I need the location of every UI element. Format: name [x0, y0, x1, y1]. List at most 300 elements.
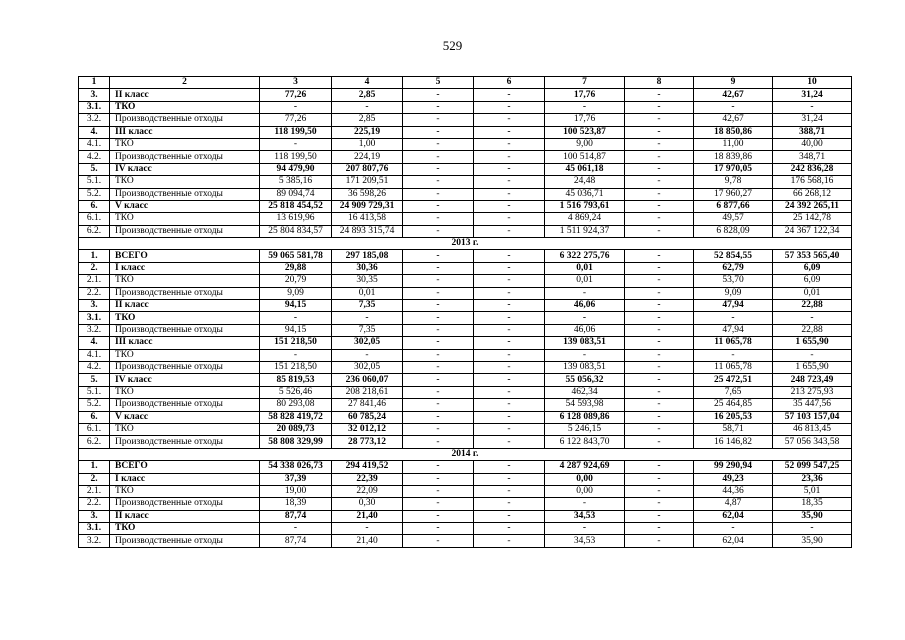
table-row — [79, 287, 852, 299]
value-cell: - — [625, 138, 694, 150]
header-cell: 8 — [625, 77, 694, 89]
value-cell: 2,85 — [332, 89, 403, 101]
value-cell: 242 836,28 — [773, 163, 852, 175]
value-cell: - — [474, 188, 545, 200]
value-cell: - — [474, 312, 545, 324]
table-row — [79, 213, 852, 225]
value-cell: 100 523,87 — [545, 126, 625, 138]
row-number-cell: 3. — [79, 89, 110, 101]
value-cell: 24,48 — [545, 176, 625, 188]
row-number-cell: 2. — [79, 262, 110, 274]
value-cell: - — [474, 114, 545, 126]
value-cell: 4,87 — [694, 498, 773, 510]
table-row — [79, 200, 852, 212]
value-cell: 151 218,50 — [260, 361, 332, 373]
value-cell: - — [694, 101, 773, 113]
value-cell: - — [403, 361, 474, 373]
row-number-cell: 5.1. — [79, 176, 110, 188]
table-row — [79, 114, 852, 126]
value-cell: - — [403, 114, 474, 126]
value-cell: 94,15 — [260, 300, 332, 312]
value-cell: - — [403, 461, 474, 473]
value-cell: 9,09 — [260, 287, 332, 299]
value-cell: - — [625, 523, 694, 535]
value-cell: 302,05 — [332, 337, 403, 349]
table-row — [79, 535, 852, 547]
table-row — [79, 163, 852, 175]
value-cell: 5 246,15 — [545, 423, 625, 435]
header-cell: 2 — [110, 77, 260, 89]
value-cell: - — [474, 523, 545, 535]
value-cell: 9,00 — [545, 138, 625, 150]
row-number-cell: 3.1. — [79, 312, 110, 324]
row-number-cell: 4.1. — [79, 138, 110, 150]
table-body — [79, 77, 852, 548]
value-cell: 24 392 265,11 — [773, 200, 852, 212]
value-cell: - — [474, 138, 545, 150]
value-cell: - — [403, 386, 474, 398]
value-cell: - — [474, 300, 545, 312]
value-cell: 7,35 — [332, 300, 403, 312]
value-cell: - — [625, 200, 694, 212]
row-number-cell: 6.1. — [79, 213, 110, 225]
value-cell: 302,05 — [332, 361, 403, 373]
value-cell: - — [403, 399, 474, 411]
value-cell: - — [625, 176, 694, 188]
value-cell: - — [403, 436, 474, 448]
value-cell: 16 205,53 — [694, 411, 773, 423]
value-cell: - — [260, 523, 332, 535]
header-cell: 4 — [332, 77, 403, 89]
value-cell: - — [474, 337, 545, 349]
value-cell: 24 909 729,31 — [332, 200, 403, 212]
value-cell: - — [332, 312, 403, 324]
value-cell: - — [403, 262, 474, 274]
value-cell: - — [474, 287, 545, 299]
value-cell: 348,71 — [773, 151, 852, 163]
row-number-cell: 6.2. — [79, 225, 110, 237]
value-cell: 80 293,08 — [260, 399, 332, 411]
row-label-cell: ВСЕГО — [110, 461, 260, 473]
value-cell: - — [403, 275, 474, 287]
row-number-cell: 2.1. — [79, 485, 110, 497]
value-cell: 11,00 — [694, 138, 773, 150]
row-label-cell: Производственные отходы — [110, 287, 260, 299]
value-cell: - — [403, 200, 474, 212]
value-cell: - — [474, 461, 545, 473]
table-row — [79, 138, 852, 150]
value-cell: - — [625, 275, 694, 287]
row-label-cell: II класс — [110, 89, 260, 101]
table-row — [79, 151, 852, 163]
value-cell: 16 413,58 — [332, 213, 403, 225]
value-cell: - — [625, 485, 694, 497]
value-cell: - — [403, 312, 474, 324]
row-label-cell: ТКО — [110, 485, 260, 497]
row-label-cell: IV класс — [110, 163, 260, 175]
value-cell: 22,88 — [773, 324, 852, 336]
value-cell: 1 655,90 — [773, 361, 852, 373]
value-cell: - — [545, 101, 625, 113]
row-label-cell: Производственные отходы — [110, 324, 260, 336]
value-cell: - — [474, 163, 545, 175]
value-cell: 18,39 — [260, 498, 332, 510]
value-cell: - — [474, 200, 545, 212]
value-cell: 225,19 — [332, 126, 403, 138]
row-label-cell: I класс — [110, 473, 260, 485]
value-cell: 151 218,50 — [260, 337, 332, 349]
value-cell: 31,24 — [773, 114, 852, 126]
table-row — [79, 312, 852, 324]
value-cell: - — [403, 163, 474, 175]
value-cell: - — [403, 188, 474, 200]
value-cell: 236 060,07 — [332, 374, 403, 386]
row-label-cell: IV класс — [110, 374, 260, 386]
value-cell: - — [625, 163, 694, 175]
row-number-cell: 5.1. — [79, 386, 110, 398]
table-row — [79, 250, 852, 262]
value-cell: 11 065,78 — [694, 361, 773, 373]
row-label-cell: Производственные отходы — [110, 535, 260, 547]
row-label-cell: ТКО — [110, 312, 260, 324]
value-cell: 27 841,46 — [332, 399, 403, 411]
value-cell: 21,40 — [332, 510, 403, 522]
table-row — [79, 523, 852, 535]
value-cell: 46,06 — [545, 324, 625, 336]
row-number-cell: 2.2. — [79, 287, 110, 299]
value-cell: - — [403, 411, 474, 423]
value-cell: 1 516 793,61 — [545, 200, 625, 212]
value-cell: - — [545, 287, 625, 299]
value-cell: - — [403, 138, 474, 150]
value-cell: 58 808 329,99 — [260, 436, 332, 448]
row-label-cell: ТКО — [110, 275, 260, 287]
value-cell: 77,26 — [260, 114, 332, 126]
value-cell: - — [545, 498, 625, 510]
value-cell: - — [545, 523, 625, 535]
value-cell: - — [474, 213, 545, 225]
value-cell: 47,94 — [694, 324, 773, 336]
value-cell: - — [625, 126, 694, 138]
value-cell: - — [260, 138, 332, 150]
value-cell: 6 122 843,70 — [545, 436, 625, 448]
value-cell: - — [625, 287, 694, 299]
row-number-cell: 3.2. — [79, 535, 110, 547]
value-cell: - — [474, 399, 545, 411]
value-cell: - — [403, 151, 474, 163]
value-cell: - — [403, 225, 474, 237]
value-cell: - — [625, 151, 694, 163]
value-cell: - — [403, 349, 474, 361]
value-cell: 17,76 — [545, 114, 625, 126]
value-cell: 18 850,86 — [694, 126, 773, 138]
row-label-cell: V класс — [110, 411, 260, 423]
value-cell: 462,34 — [545, 386, 625, 398]
value-cell: 28 773,12 — [332, 436, 403, 448]
value-cell: - — [625, 213, 694, 225]
value-cell: 9,78 — [694, 176, 773, 188]
value-cell: - — [403, 250, 474, 262]
table-row — [79, 510, 852, 522]
value-cell: 224,19 — [332, 151, 403, 163]
value-cell: - — [403, 374, 474, 386]
value-cell: - — [260, 349, 332, 361]
value-cell: - — [403, 337, 474, 349]
row-label-cell: I класс — [110, 262, 260, 274]
year-label: 2014 г. — [79, 448, 852, 460]
value-cell: 99 290,94 — [694, 461, 773, 473]
table-row — [79, 324, 852, 336]
value-cell: - — [474, 262, 545, 274]
value-cell: - — [403, 126, 474, 138]
value-cell: - — [403, 423, 474, 435]
row-number-cell: 4. — [79, 337, 110, 349]
value-cell: 9,09 — [694, 287, 773, 299]
table-row — [79, 262, 852, 274]
value-cell: 25 804 834,57 — [260, 225, 332, 237]
value-cell: - — [403, 89, 474, 101]
value-cell: 35,90 — [773, 510, 852, 522]
value-cell: 60 785,24 — [332, 411, 403, 423]
value-cell: 7,65 — [694, 386, 773, 398]
value-cell: - — [625, 436, 694, 448]
value-cell: - — [403, 535, 474, 547]
value-cell: - — [773, 101, 852, 113]
value-cell: 36 598,26 — [332, 188, 403, 200]
value-cell: 6 322 275,76 — [545, 250, 625, 262]
value-cell: 57 103 157,04 — [773, 411, 852, 423]
value-cell: 87,74 — [260, 535, 332, 547]
value-cell: 1,00 — [332, 138, 403, 150]
value-cell: 4 869,24 — [545, 213, 625, 225]
value-cell: - — [625, 399, 694, 411]
header-cell: 3 — [260, 77, 332, 89]
row-label-cell: Производственные отходы — [110, 188, 260, 200]
value-cell: - — [625, 361, 694, 373]
value-cell: 23,36 — [773, 473, 852, 485]
value-cell: - — [625, 324, 694, 336]
value-cell: - — [403, 510, 474, 522]
value-cell: - — [474, 225, 545, 237]
value-cell: 94,15 — [260, 324, 332, 336]
value-cell: - — [474, 374, 545, 386]
table-row — [79, 225, 852, 237]
value-cell: 45 036,71 — [545, 188, 625, 200]
value-cell: 13 619,96 — [260, 213, 332, 225]
value-cell: - — [474, 126, 545, 138]
value-cell: 66 268,12 — [773, 188, 852, 200]
value-cell: 297 185,08 — [332, 250, 403, 262]
value-cell: - — [773, 349, 852, 361]
value-cell: - — [773, 523, 852, 535]
value-cell: - — [474, 423, 545, 435]
value-cell: - — [332, 101, 403, 113]
value-cell: 58 828 419,72 — [260, 411, 332, 423]
value-cell: - — [625, 535, 694, 547]
value-cell: - — [625, 114, 694, 126]
value-cell: 24 367 122,34 — [773, 225, 852, 237]
row-label-cell: Производственные отходы — [110, 225, 260, 237]
value-cell: - — [474, 411, 545, 423]
value-cell: 29,88 — [260, 262, 332, 274]
value-cell: 0,00 — [545, 485, 625, 497]
waste-statistics-table — [78, 76, 852, 548]
row-label-cell: ТКО — [110, 176, 260, 188]
value-cell: - — [545, 349, 625, 361]
table-row — [79, 188, 852, 200]
row-number-cell: 6.1. — [79, 423, 110, 435]
value-cell: 100 514,87 — [545, 151, 625, 163]
table-row — [79, 411, 852, 423]
row-label-cell: III класс — [110, 337, 260, 349]
row-number-cell: 1. — [79, 250, 110, 262]
value-cell: 1 655,90 — [773, 337, 852, 349]
row-label-cell: ВСЕГО — [110, 250, 260, 262]
table-row — [79, 89, 852, 101]
value-cell: - — [625, 312, 694, 324]
value-cell: - — [694, 349, 773, 361]
row-label-cell: II класс — [110, 300, 260, 312]
value-cell: 42,67 — [694, 89, 773, 101]
value-cell: 87,74 — [260, 510, 332, 522]
value-cell: - — [474, 176, 545, 188]
row-number-cell: 3.2. — [79, 114, 110, 126]
value-cell: 62,79 — [694, 262, 773, 274]
header-cell: 5 — [403, 77, 474, 89]
value-cell: - — [403, 324, 474, 336]
row-label-cell: Производственные отходы — [110, 399, 260, 411]
value-cell: 18,35 — [773, 498, 852, 510]
table-row — [79, 300, 852, 312]
value-cell: 42,67 — [694, 114, 773, 126]
value-cell: 34,53 — [545, 510, 625, 522]
value-cell: 118 199,50 — [260, 126, 332, 138]
row-number-cell: 5.2. — [79, 188, 110, 200]
value-cell: - — [474, 436, 545, 448]
row-label-cell: ТКО — [110, 423, 260, 435]
value-cell: 118 199,50 — [260, 151, 332, 163]
value-cell: 89 094,74 — [260, 188, 332, 200]
header-row — [79, 77, 852, 89]
value-cell: 139 083,51 — [545, 361, 625, 373]
value-cell: 40,00 — [773, 138, 852, 150]
row-label-cell: Производственные отходы — [110, 151, 260, 163]
row-number-cell: 2. — [79, 473, 110, 485]
value-cell: - — [625, 349, 694, 361]
value-cell: - — [474, 498, 545, 510]
value-cell: 30,36 — [332, 262, 403, 274]
value-cell: - — [474, 250, 545, 262]
year-row — [79, 448, 852, 460]
table-row — [79, 423, 852, 435]
value-cell: - — [773, 312, 852, 324]
table-row — [79, 126, 852, 138]
row-number-cell: 2.2. — [79, 498, 110, 510]
value-cell: - — [474, 510, 545, 522]
value-cell: 7,35 — [332, 324, 403, 336]
value-cell: 6,09 — [773, 262, 852, 274]
value-cell: 0,01 — [545, 262, 625, 274]
value-cell: 35,90 — [773, 535, 852, 547]
row-label-cell: II класс — [110, 510, 260, 522]
value-cell: - — [474, 386, 545, 398]
value-cell: - — [474, 89, 545, 101]
value-cell: - — [625, 337, 694, 349]
value-cell: 30,35 — [332, 275, 403, 287]
value-cell: - — [474, 324, 545, 336]
value-cell: - — [474, 485, 545, 497]
page-number: 529 — [442, 38, 463, 53]
value-cell: 22,09 — [332, 485, 403, 497]
value-cell: - — [260, 101, 332, 113]
table-row — [79, 101, 852, 113]
value-cell: 0,01 — [332, 287, 403, 299]
row-number-cell: 3.2. — [79, 324, 110, 336]
value-cell: 46,06 — [545, 300, 625, 312]
value-cell: 32 012,12 — [332, 423, 403, 435]
table-row — [79, 374, 852, 386]
value-cell: 5,01 — [773, 485, 852, 497]
row-number-cell: 4.1. — [79, 349, 110, 361]
value-cell: - — [625, 89, 694, 101]
value-cell: - — [474, 151, 545, 163]
row-number-cell: 4.2. — [79, 361, 110, 373]
row-number-cell: 3.1. — [79, 523, 110, 535]
row-label-cell: ТКО — [110, 213, 260, 225]
table-row — [79, 361, 852, 373]
value-cell: - — [403, 300, 474, 312]
table-row — [79, 436, 852, 448]
value-cell: 248 723,49 — [773, 374, 852, 386]
row-label-cell: V класс — [110, 200, 260, 212]
row-label-cell: ТКО — [110, 101, 260, 113]
value-cell: 5 385,16 — [260, 176, 332, 188]
value-cell: 58,71 — [694, 423, 773, 435]
value-cell: 19,00 — [260, 485, 332, 497]
row-number-cell: 2.1. — [79, 275, 110, 287]
value-cell: 5 526,46 — [260, 386, 332, 398]
value-cell: 85 819,53 — [260, 374, 332, 386]
row-number-cell: 4. — [79, 126, 110, 138]
value-cell: 62,04 — [694, 535, 773, 547]
row-label-cell: Производственные отходы — [110, 114, 260, 126]
value-cell: - — [625, 411, 694, 423]
value-cell: 62,04 — [694, 510, 773, 522]
value-cell: 37,39 — [260, 473, 332, 485]
year-row — [79, 238, 852, 250]
value-cell: 6 828,09 — [694, 225, 773, 237]
value-cell: 17 960,27 — [694, 188, 773, 200]
value-cell: 0,01 — [545, 275, 625, 287]
year-label: 2013 г. — [79, 238, 852, 250]
value-cell: 21,40 — [332, 535, 403, 547]
value-cell: - — [403, 101, 474, 113]
value-cell: 388,71 — [773, 126, 852, 138]
value-cell: - — [474, 349, 545, 361]
row-number-cell: 3. — [79, 510, 110, 522]
table-row — [79, 176, 852, 188]
header-cell: 1 — [79, 77, 110, 89]
row-label-cell: Производственные отходы — [110, 436, 260, 448]
header-cell: 9 — [694, 77, 773, 89]
value-cell: - — [474, 101, 545, 113]
value-cell: 25 472,51 — [694, 374, 773, 386]
table-row — [79, 498, 852, 510]
row-label-cell: Производственные отходы — [110, 498, 260, 510]
value-cell: - — [625, 423, 694, 435]
value-cell: 94 479,90 — [260, 163, 332, 175]
table-row — [79, 461, 852, 473]
